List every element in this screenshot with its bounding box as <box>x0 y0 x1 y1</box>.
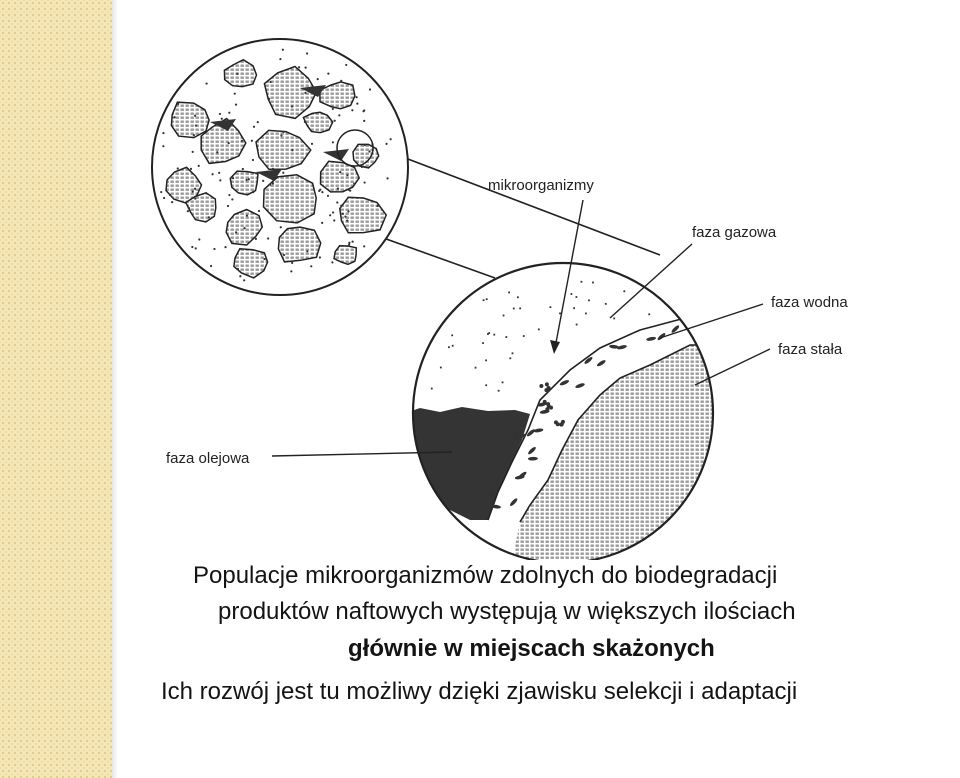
microbe-dot <box>311 143 313 145</box>
gas-particle <box>482 342 484 344</box>
microbe-dot <box>364 144 366 146</box>
gas-particle <box>571 293 573 295</box>
microbe-dot <box>234 93 236 95</box>
microbe-dot <box>363 120 365 122</box>
microbe-dot <box>217 121 219 123</box>
microbe-dot <box>321 222 323 224</box>
microbe-dot <box>283 254 285 256</box>
microbe-colony <box>490 493 494 497</box>
microbe-dot <box>356 102 358 104</box>
caption-line-1: Populacje mikroorganizmów zdolnych do biodegradacji <box>193 562 778 589</box>
microbe-dot <box>242 168 244 170</box>
microbe-dot <box>348 189 350 191</box>
microbe-dot <box>327 195 329 197</box>
gas-particle <box>440 367 442 369</box>
microbe-dot <box>195 124 197 126</box>
microbe-dot <box>221 118 223 120</box>
microbe-dot <box>241 140 243 142</box>
microbe-dot <box>342 213 344 215</box>
microbe-dot <box>363 181 365 183</box>
microbe-dot <box>177 167 179 169</box>
microbe-dot <box>319 189 321 191</box>
label-water-phase: faza wodna <box>771 294 848 311</box>
gas-particle <box>538 328 540 330</box>
microbe-dot <box>237 268 239 270</box>
microbe-dot <box>351 241 353 243</box>
microbe-dot <box>346 174 348 176</box>
microbe-colony <box>549 406 553 410</box>
gas-particle <box>502 381 504 383</box>
microbe-dot <box>235 231 237 233</box>
gas-particle <box>613 318 615 320</box>
microbe-dot <box>329 214 331 216</box>
microbe-dot <box>255 238 257 240</box>
microbe-dot <box>332 211 334 213</box>
microbe-dot <box>319 256 321 258</box>
microbe-dot <box>279 58 281 60</box>
microbe-dot <box>305 67 307 69</box>
label-gas-phase: faza gazowa <box>692 224 777 241</box>
microbe-dot <box>264 258 266 260</box>
microbe-dot <box>258 210 260 212</box>
microbe-dot <box>235 104 237 106</box>
microbe-dot <box>198 238 200 240</box>
gas-particle <box>512 352 514 354</box>
gas-particle <box>523 335 525 337</box>
microbe-dot <box>187 210 189 212</box>
microbe-dot <box>193 134 195 136</box>
microbe-dot <box>236 73 238 75</box>
microbe-dot <box>280 226 282 228</box>
microbe-dot <box>332 141 334 143</box>
microbe-dot <box>361 166 363 168</box>
microbe-dot <box>345 64 347 66</box>
microbe-dot <box>162 145 164 147</box>
microbe-dot <box>336 201 338 203</box>
microbe-dot <box>163 197 165 199</box>
microbe-dot <box>206 82 208 84</box>
microbe-dot <box>280 134 282 136</box>
microbe-colony <box>545 382 549 386</box>
microbe-dot <box>339 171 341 173</box>
microbe-dot <box>162 132 164 134</box>
microbe-dot <box>218 172 220 174</box>
microbe-dot <box>344 216 346 218</box>
gas-particle <box>576 296 578 298</box>
microbe-colony <box>560 422 564 426</box>
microbe-dot <box>191 246 193 248</box>
microbe-dot <box>282 131 284 133</box>
microbe-dot <box>252 159 254 161</box>
label-oil-phase: faza olejowa <box>166 450 250 467</box>
microbe-dot <box>243 227 245 229</box>
microbe-dot <box>269 184 271 186</box>
microbe-dot <box>351 109 353 111</box>
microbe-dot <box>321 191 323 193</box>
microbe-dot <box>333 219 335 221</box>
gas-particle <box>487 333 489 335</box>
soil-grain <box>278 227 320 262</box>
gas-particle <box>588 299 590 301</box>
microbe-dot <box>256 146 258 148</box>
gas-particle <box>503 315 505 317</box>
gas-particle <box>550 306 552 308</box>
microbe-dot <box>304 92 306 94</box>
microbe-dot <box>194 198 196 200</box>
gas-particle <box>509 357 511 359</box>
microbe-dot <box>192 191 194 193</box>
microbe-dot <box>268 98 270 100</box>
microbe-dot <box>385 143 387 145</box>
microbe-dot <box>198 165 200 167</box>
gas-particle <box>498 390 500 392</box>
gas-particle <box>486 298 488 300</box>
microbe-dot <box>253 126 255 128</box>
caption-line-2: produktów naftowych występują w większych ilościach <box>218 598 796 625</box>
microbe-colony <box>516 430 520 434</box>
microbe-colony <box>547 386 551 390</box>
microbe-dot <box>228 194 230 196</box>
gas-particle <box>573 307 575 309</box>
soil-aggregate-circle <box>152 39 408 295</box>
gas-particle <box>493 334 495 336</box>
microbe-dot <box>306 52 308 54</box>
gas-particle <box>451 334 453 336</box>
gas-particle <box>448 346 450 348</box>
microbe-colony <box>515 436 519 440</box>
microbe-dot <box>232 177 234 179</box>
microbe-dot <box>340 80 342 82</box>
microbe-dot <box>219 179 221 181</box>
microbe-dot <box>228 142 230 144</box>
microbe-dot <box>190 168 192 170</box>
microbe-dot <box>272 168 274 170</box>
microbe-dot <box>282 172 284 174</box>
gas-particle <box>576 324 578 326</box>
microbe-dot <box>327 73 329 75</box>
gas-particle <box>513 308 515 310</box>
microbe-dot <box>291 262 293 264</box>
microbe-dot <box>228 112 230 114</box>
microbe-dot <box>356 96 358 98</box>
phase-boundary-circle <box>400 263 720 560</box>
microbe-dot <box>272 182 274 184</box>
microbe-colony <box>556 422 560 426</box>
microbe-dot <box>337 187 339 189</box>
microbe-dot <box>340 204 342 206</box>
microbe-dot <box>194 115 196 117</box>
microbe-dot <box>332 108 334 110</box>
microbe-dot <box>219 113 221 115</box>
microbe-colony <box>484 496 488 500</box>
microbe-dot <box>368 150 370 152</box>
microbe-dot <box>347 210 349 212</box>
microbe-dot <box>331 261 333 263</box>
caption-line-3: głównie w miejscach skażonych <box>348 635 715 662</box>
microbe-dot <box>348 242 350 244</box>
label-microorganisms: mikroorganizmy <box>488 177 594 194</box>
gas-particle <box>475 367 477 369</box>
gas-particle <box>485 359 487 361</box>
gas-particle <box>505 336 507 338</box>
label-solid-phase: faza stała <box>778 341 843 358</box>
microbe-dot <box>208 216 210 218</box>
microbe-dot <box>306 250 308 252</box>
microbe-dot <box>291 149 293 151</box>
caption-line-4: Ich rozwój jest tu możliwy dzięki zjawisku selekcji i adaptacji <box>161 678 798 705</box>
microbe-dot <box>213 248 215 250</box>
gas-particle <box>485 384 487 386</box>
soil-grain <box>264 175 317 223</box>
microbe-dot <box>386 177 388 179</box>
connector-line-left <box>375 235 495 278</box>
microbe-dot <box>195 247 197 249</box>
microbe-dot <box>257 121 259 123</box>
microbe-dot <box>363 109 365 111</box>
gas-particle <box>519 307 521 309</box>
microbe-dot <box>245 179 247 181</box>
gas-particle <box>623 290 625 292</box>
microbe-dot <box>390 138 392 140</box>
microbe-dot <box>239 275 241 277</box>
microbe-dot <box>231 198 233 200</box>
gas-particle <box>648 313 650 315</box>
microbe-dot <box>252 191 254 193</box>
microbe-dot <box>173 116 175 118</box>
microbe-colony <box>545 407 549 411</box>
microbe-dot <box>227 205 229 207</box>
microbe-colony <box>539 384 543 388</box>
microbe-dot <box>346 219 348 221</box>
gas-particle <box>431 388 433 390</box>
microbe-dot <box>224 246 226 248</box>
microbe-dot <box>169 194 171 196</box>
microbe-dot <box>290 270 292 272</box>
microbe-dot <box>338 114 340 116</box>
gas-particle <box>483 299 485 301</box>
microbe-dot <box>353 183 355 185</box>
microbe-dot <box>298 66 300 68</box>
microbe-dot <box>211 173 213 175</box>
microbe-dot <box>188 207 190 209</box>
microbe-dot <box>317 78 319 80</box>
microbe-dot <box>251 140 253 142</box>
microbe-dot <box>267 237 269 239</box>
microbe-dot <box>177 103 179 105</box>
microbe-dot <box>171 201 173 203</box>
microbe-colony <box>546 402 550 406</box>
microbe-dot <box>194 188 196 190</box>
microbe-dot <box>248 178 250 180</box>
microbe-dot <box>376 205 378 207</box>
microbe-dot <box>282 49 284 51</box>
microbe-dot <box>243 279 245 281</box>
microbe-dot <box>364 166 366 168</box>
microbe-colony <box>543 400 547 404</box>
gas-particle <box>452 345 454 347</box>
microbe-dot <box>369 88 371 90</box>
gas-particle <box>517 296 519 298</box>
gas-particle <box>585 313 587 315</box>
microbe-dot <box>246 214 248 216</box>
gas-particle <box>508 292 510 294</box>
gas-particle <box>592 282 594 284</box>
microbe-dot <box>210 265 212 267</box>
microbe-dot <box>269 81 271 83</box>
microbe-dot <box>160 191 162 193</box>
microbe-colony <box>522 434 526 438</box>
gas-particle <box>605 303 607 305</box>
microbe-dot <box>262 180 264 182</box>
microbe-dot <box>291 105 293 107</box>
gas-particle <box>559 312 561 314</box>
microbe-dot <box>192 151 194 153</box>
microbe-dot <box>216 151 218 153</box>
microbe-dot <box>334 120 336 122</box>
gas-particle <box>581 281 583 283</box>
microbe-dot <box>363 245 365 247</box>
microbe-dot <box>304 121 306 123</box>
microbe-dot <box>310 265 312 267</box>
